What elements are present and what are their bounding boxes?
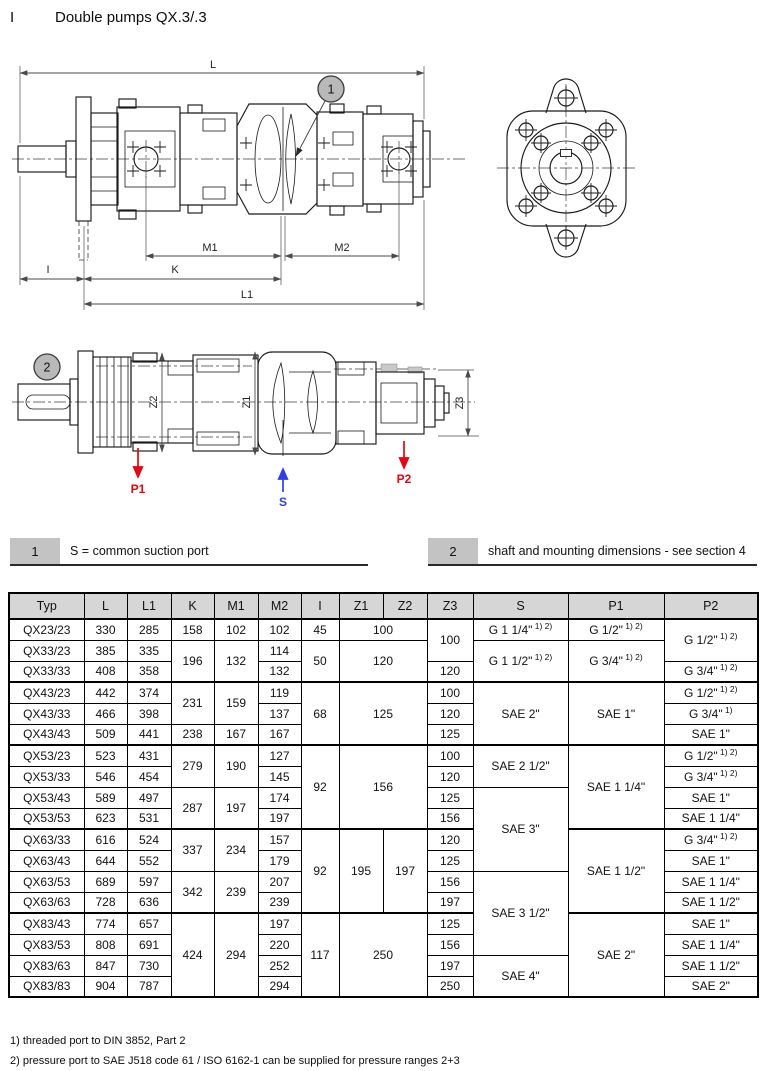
table-cell: 100 — [427, 619, 473, 661]
dimension-table-body — [9, 619, 758, 997]
column-header: S — [473, 593, 568, 619]
table-cell: G 1/2" $^{1) 2)}$ — [568, 619, 664, 640]
table-cell: 120 — [427, 703, 473, 724]
table-cell: G 3/4" $^{1)}$ — [664, 703, 758, 724]
table-cell: G 3/4" $^{1) 2)}$ — [568, 640, 664, 682]
type-cell: QX83/83 — [9, 976, 84, 997]
legend-2-number: 2 — [428, 538, 478, 564]
legend-1-number: 1 — [10, 538, 60, 564]
table-cell: 374 — [127, 682, 171, 703]
column-header: Z3 — [427, 593, 473, 619]
column-header: M1 — [214, 593, 258, 619]
type-cell: QX53/43 — [9, 787, 84, 808]
table-cell: 92 — [301, 829, 339, 913]
page-title: Double pumps QX.3/.3 — [55, 9, 207, 26]
dim-label-M2: M2 — [334, 242, 350, 254]
table-cell: 190 — [214, 745, 258, 787]
table-cell: 497 — [127, 787, 171, 808]
column-header: P1 — [568, 593, 664, 619]
table-cell: 174 — [258, 787, 301, 808]
table-cell: 657 — [127, 913, 171, 934]
table-cell: SAE 1 1/2" — [568, 829, 664, 913]
table-cell: SAE 1" — [664, 787, 758, 808]
legend-item-suction — [10, 538, 368, 566]
table-cell: SAE 2 1/2" — [473, 745, 568, 787]
table-cell: 408 — [84, 661, 127, 682]
table-cell: SAE 1" — [664, 850, 758, 871]
table-cell: 156 — [427, 808, 473, 829]
table-cell: 728 — [84, 892, 127, 913]
table-cell: 424 — [171, 913, 214, 997]
table-cell: 120 — [427, 829, 473, 850]
table-cell: SAE 1 1/4" — [568, 745, 664, 829]
port-label-P1: P1 — [130, 482, 146, 496]
table-cell: 358 — [127, 661, 171, 682]
table-cell: 125 — [427, 724, 473, 745]
table-cell: 50 — [301, 640, 339, 682]
type-cell: QX53/53 — [9, 808, 84, 829]
table-cell: 195 — [339, 829, 383, 913]
table-cell: 157 — [258, 829, 301, 850]
table-cell: SAE 2" — [473, 682, 568, 745]
table-cell: 158 — [171, 619, 214, 640]
table-cell: 285 — [127, 619, 171, 640]
dim-label-L1: L1 — [240, 289, 254, 301]
callout-1-number: 1 — [327, 82, 335, 97]
table-cell: G 3/4" $^{1) 2)}$ — [664, 829, 758, 850]
dim-label-Z2: Z2 — [148, 395, 160, 409]
bottom-view-drawing — [12, 351, 479, 509]
table-cell: 442 — [84, 682, 127, 703]
table-cell: G 1/2" $^{1) 2)}$ — [664, 619, 758, 661]
table-cell: 197 — [258, 913, 301, 934]
dimension-table-head-row — [9, 593, 758, 619]
table-cell: 167 — [258, 724, 301, 745]
table-cell: 120 — [339, 640, 427, 682]
table-cell: 197 — [427, 892, 473, 913]
table-cell: 102 — [214, 619, 258, 640]
table-cell: 125 — [339, 682, 427, 745]
table-cell: SAE 1 1/4" — [664, 934, 758, 955]
table-cell: 294 — [258, 976, 301, 997]
table-cell: 531 — [127, 808, 171, 829]
table-cell: 623 — [84, 808, 127, 829]
table-row — [9, 745, 758, 766]
table-cell: 597 — [127, 871, 171, 892]
table-cell: 125 — [427, 913, 473, 934]
table-cell: 730 — [127, 955, 171, 976]
table-cell: G 3/4" $^{1) 2)}$ — [664, 661, 758, 682]
type-cell: QX33/23 — [9, 640, 84, 661]
table-cell: SAE 3 1/2" — [473, 871, 568, 955]
dim-label-I: I — [46, 264, 50, 276]
table-cell: 431 — [127, 745, 171, 766]
table-cell: 125 — [427, 787, 473, 808]
type-cell: QX63/33 — [9, 829, 84, 850]
table-cell: 250 — [427, 976, 473, 997]
table-cell: 398 — [127, 703, 171, 724]
keyway-notch — [561, 150, 572, 157]
footnote-2: 2) pressure port to SAE J518 code 61 / ISO 6162-1 can be supplied for pressure ranges 2+3 — [10, 1055, 460, 1067]
table-cell: 179 — [258, 850, 301, 871]
table-row — [9, 913, 758, 934]
type-cell: QX83/43 — [9, 913, 84, 934]
technical-drawings — [0, 0, 765, 530]
column-header: P2 — [664, 593, 758, 619]
type-cell: QX43/23 — [9, 682, 84, 703]
column-header: L — [84, 593, 127, 619]
column-header: Z1 — [339, 593, 383, 619]
table-cell: 847 — [84, 955, 127, 976]
table-cell: 523 — [84, 745, 127, 766]
column-header: Z2 — [383, 593, 427, 619]
table-cell: 231 — [171, 682, 214, 724]
table-row — [9, 640, 758, 661]
table-cell: 330 — [84, 619, 127, 640]
type-cell: QX63/43 — [9, 850, 84, 871]
type-cell: QX63/53 — [9, 871, 84, 892]
table-cell: SAE 2" — [568, 913, 664, 997]
column-header: Typ — [9, 593, 84, 619]
flange-front-view — [497, 79, 636, 257]
table-cell: 250 — [339, 913, 427, 997]
table-cell: SAE 2" — [664, 976, 758, 997]
dim-label-K: K — [171, 264, 179, 276]
table-cell: 385 — [84, 640, 127, 661]
table-cell: 691 — [127, 934, 171, 955]
table-cell: 454 — [127, 766, 171, 787]
dimension-table — [8, 592, 759, 998]
table-cell: SAE 1 1/4" — [664, 871, 758, 892]
table-cell: 342 — [171, 871, 214, 913]
table-cell: 207 — [258, 871, 301, 892]
section-marker: I — [10, 9, 15, 26]
table-cell: SAE 1 1/4" — [664, 808, 758, 829]
dim-label-L: L — [209, 59, 217, 71]
type-cell: QX33/33 — [9, 661, 84, 682]
table-cell: 904 — [84, 976, 127, 997]
table-cell: 644 — [84, 850, 127, 871]
table-cell: 546 — [84, 766, 127, 787]
dim-label-Z1: Z1 — [241, 395, 253, 409]
table-row — [9, 829, 758, 850]
table-cell: 156 — [339, 745, 427, 829]
type-cell: QX83/63 — [9, 955, 84, 976]
table-cell: 234 — [214, 829, 258, 871]
table-cell: G 1/2" $^{1) 2)}$ — [664, 745, 758, 766]
table-cell: 197 — [427, 955, 473, 976]
table-cell: 100 — [427, 745, 473, 766]
table-cell: 441 — [127, 724, 171, 745]
type-cell: QX23/23 — [9, 619, 84, 640]
table-cell: 156 — [427, 934, 473, 955]
table-cell: 552 — [127, 850, 171, 871]
table-cell: SAE 1" — [664, 724, 758, 745]
table-cell: G 1/2" $^{1) 2)}$ — [664, 682, 758, 703]
table-cell: SAE 1" — [568, 682, 664, 745]
table-row — [9, 682, 758, 703]
table-cell: 636 — [127, 892, 171, 913]
table-cell: 238 — [171, 724, 214, 745]
table-cell: 524 — [127, 829, 171, 850]
table-cell: SAE 1 1/2" — [664, 892, 758, 913]
table-cell: SAE 1" — [664, 913, 758, 934]
table-cell: SAE 1 1/2" — [664, 955, 758, 976]
legend-item-shaft — [428, 538, 757, 566]
table-cell: 120 — [427, 661, 473, 682]
table-cell: 197 — [383, 829, 427, 913]
table-cell: 45 — [301, 619, 339, 640]
table-cell: 252 — [258, 955, 301, 976]
table-cell: 239 — [214, 871, 258, 913]
type-cell: QX63/63 — [9, 892, 84, 913]
legend-2-text: shaft and mounting dimensions - see section 4 — [488, 544, 746, 558]
table-cell: 294 — [214, 913, 258, 997]
table-cell: 114 — [258, 640, 301, 661]
table-cell: 509 — [84, 724, 127, 745]
table-cell: 102 — [258, 619, 301, 640]
callout-2-number: 2 — [43, 360, 51, 375]
table-cell: 220 — [258, 934, 301, 955]
column-header: M2 — [258, 593, 301, 619]
table-cell: 159 — [214, 682, 258, 724]
table-cell: 616 — [84, 829, 127, 850]
table-cell: 197 — [214, 787, 258, 829]
table-cell: 156 — [427, 871, 473, 892]
table-cell: G 1 1/4" $^{1) 2)}$ — [473, 619, 568, 640]
type-cell: QX83/53 — [9, 934, 84, 955]
table-row — [9, 619, 758, 640]
table-cell: 120 — [427, 766, 473, 787]
footnote-1: 1) threaded port to DIN 3852, Part 2 — [10, 1035, 186, 1047]
table-cell: 117 — [301, 913, 339, 997]
table-cell: G 1 1/2" $^{1) 2)}$ — [473, 640, 568, 682]
table-cell: 279 — [171, 745, 214, 787]
port-label-P2: P2 — [396, 472, 412, 486]
table-cell: 689 — [84, 871, 127, 892]
table-cell: 68 — [301, 682, 339, 745]
column-header: L1 — [127, 593, 171, 619]
table-cell: 196 — [171, 640, 214, 682]
column-header: K — [171, 593, 214, 619]
top-view-drawing — [12, 59, 466, 310]
table-cell: 100 — [427, 682, 473, 703]
table-cell: 808 — [84, 934, 127, 955]
table-cell: 127 — [258, 745, 301, 766]
table-cell: 167 — [214, 724, 258, 745]
table-cell: G 3/4" $^{1) 2)}$ — [664, 766, 758, 787]
dim-label-Z3: Z3 — [454, 396, 466, 410]
table-cell: 145 — [258, 766, 301, 787]
type-cell: QX53/33 — [9, 766, 84, 787]
legend-1-text: S = common suction port — [70, 544, 209, 558]
column-header: I — [301, 593, 339, 619]
table-cell: 92 — [301, 745, 339, 829]
type-cell: QX43/43 — [9, 724, 84, 745]
dim-label-M1: M1 — [202, 242, 218, 254]
type-cell: QX53/23 — [9, 745, 84, 766]
table-cell: 787 — [127, 976, 171, 997]
table-cell: 100 — [339, 619, 427, 640]
table-cell: 137 — [258, 703, 301, 724]
type-cell: QX43/33 — [9, 703, 84, 724]
table-cell: 589 — [84, 787, 127, 808]
table-cell: 335 — [127, 640, 171, 661]
table-cell: 287 — [171, 787, 214, 829]
table-cell: SAE 3" — [473, 787, 568, 871]
table-cell: 337 — [171, 829, 214, 871]
table-cell: 125 — [427, 850, 473, 871]
port-label-S: S — [278, 495, 288, 509]
table-cell: 119 — [258, 682, 301, 703]
table-cell: 239 — [258, 892, 301, 913]
table-cell: SAE 4" — [473, 955, 568, 997]
table-cell: 197 — [258, 808, 301, 829]
table-cell: 466 — [84, 703, 127, 724]
table-cell: 774 — [84, 913, 127, 934]
table-cell: 132 — [214, 640, 258, 682]
table-cell: 132 — [258, 661, 301, 682]
